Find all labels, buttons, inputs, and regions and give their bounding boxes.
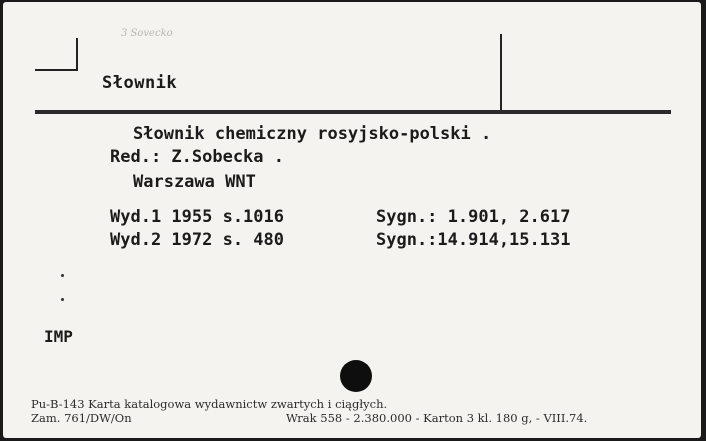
corner-mark-vertical bbox=[76, 38, 78, 70]
header-divider-vertical bbox=[500, 34, 502, 112]
signature-2: Sygn.:14.914,15.131 bbox=[376, 230, 571, 250]
filing-hole bbox=[340, 360, 372, 392]
header-divider-horizontal bbox=[35, 110, 671, 114]
book-publisher: Warszawa WNT bbox=[133, 172, 256, 192]
footer-line-2-right: Wrak 558 - 2.380.000 - Karton 3 kl. 180 g, - VIII.74. bbox=[286, 411, 588, 425]
corner-mark-horizontal bbox=[35, 69, 78, 71]
mark-dot bbox=[61, 274, 64, 277]
imprint-label: IMP bbox=[44, 327, 73, 346]
edition-1: Wyd.1 1955 s.1016 bbox=[110, 207, 284, 227]
handwritten-note: 3 Sovecko bbox=[121, 28, 173, 39]
signature-1: Sygn.: 1.901, 2.617 bbox=[376, 207, 571, 227]
footer-line-2-left: Zam. 761/DW/On bbox=[31, 411, 132, 425]
catalog-card bbox=[3, 2, 701, 438]
mark-dot bbox=[61, 298, 64, 301]
edition-2: Wyd.2 1972 s. 480 bbox=[110, 230, 284, 250]
footer-line-1: Pu-B-143 Karta katalogowa wydawnictw zwartych i ciągłych. bbox=[31, 397, 388, 411]
book-title: Słownik chemiczny rosyjsko-polski . bbox=[133, 124, 492, 144]
card-heading: Słownik bbox=[102, 73, 178, 93]
book-editor: Red.: Z.Sobecka . bbox=[110, 147, 284, 167]
